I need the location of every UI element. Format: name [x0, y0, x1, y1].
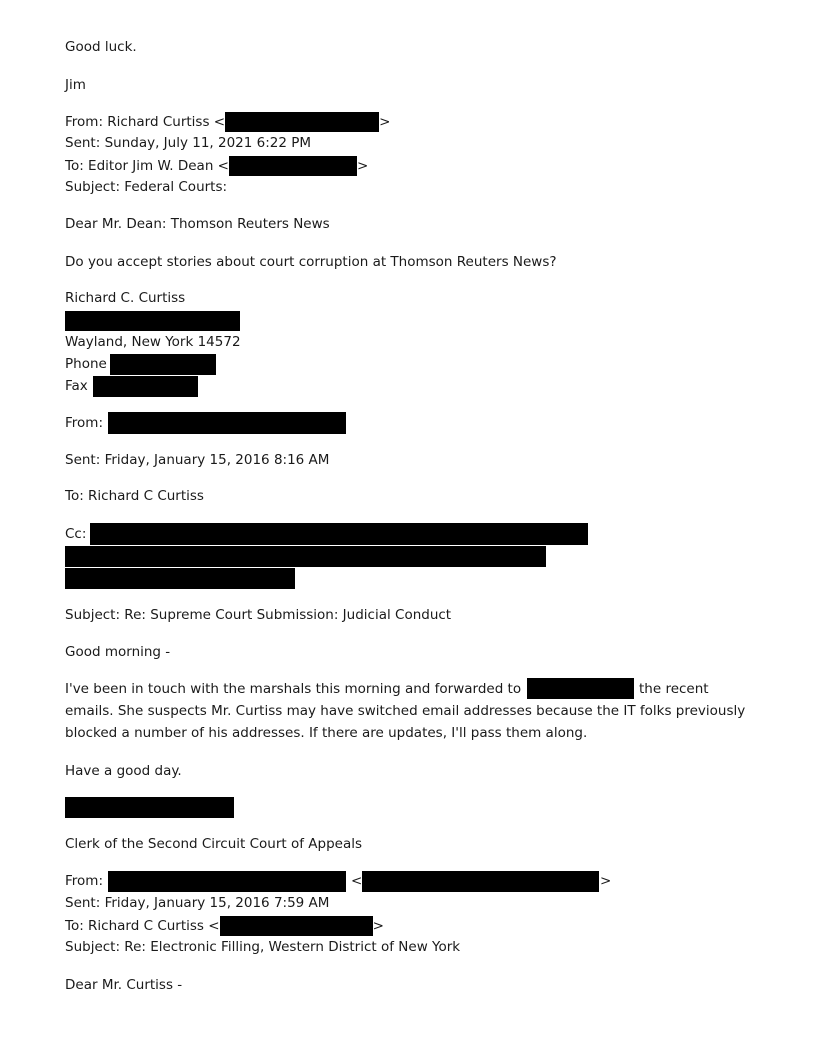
- redaction-block: [65, 568, 295, 589]
- redaction-block: [108, 871, 346, 892]
- email2-to: To: Richard C Curtiss: [65, 488, 204, 504]
- email1-to: [65, 156, 368, 174]
- email3-from: [65, 872, 103, 890]
- email1-sig-name: Richard C. Curtiss: [65, 290, 186, 306]
- email1-body: Do you accept stories about court corruption at Thomson Reuters News?: [65, 254, 557, 270]
- email2-body-line2: emails. She suspects Mr. Curtiss may have switched email addresses because the IT folks previously: [65, 703, 746, 719]
- email1-greeting: Dear Mr. Dean: Thomson Reuters News: [65, 216, 330, 232]
- email3-greeting: Dear Mr. Curtiss -: [65, 977, 183, 993]
- email1-from: [65, 112, 390, 130]
- redaction-block: [108, 412, 346, 434]
- email1-from-label: From: Richard Curtiss <: [65, 114, 226, 130]
- email3-sent: Sent: Friday, January 15, 2016 7:59 AM: [65, 895, 330, 911]
- email2-cc-label: Cc:: [65, 526, 87, 542]
- email2-cc: [65, 525, 86, 543]
- email2-from: [65, 414, 103, 432]
- email2-sent: Sent: Friday, January 15, 2016 8:16 AM: [65, 452, 330, 468]
- email3-from-gt: >: [600, 873, 612, 889]
- email3-from-lt: <: [351, 873, 363, 889]
- redaction-block: [65, 546, 546, 567]
- email3-from-label: From:: [65, 873, 103, 889]
- body-line1-a: I've been in touch with the marshals this morning and forwarded to: [65, 681, 522, 697]
- body-line1-b: the recent: [639, 681, 709, 697]
- redaction-block: [65, 797, 234, 818]
- email1-phone: [65, 355, 107, 373]
- redaction-block: [90, 523, 588, 545]
- email2-title: Clerk of the Second Circuit Court of Appeals: [65, 836, 363, 852]
- email3-to-label: To: Richard C Curtiss <: [65, 918, 220, 934]
- email1-to-label: To: Editor Jim W. Dean <: [65, 158, 229, 174]
- fax-label: Fax: [65, 378, 88, 394]
- email2-closing: Have a good day.: [65, 763, 182, 779]
- redaction-block: [225, 112, 379, 132]
- email1-sent: Sent: Sunday, July 11, 2021 6:22 PM: [65, 135, 312, 151]
- redaction-block: [362, 871, 599, 892]
- email3-to: [65, 916, 384, 934]
- phone-label: Phone: [65, 356, 107, 372]
- redaction-block: [527, 678, 634, 699]
- redaction-block: [65, 311, 240, 331]
- email3-to-gt: >: [372, 918, 384, 934]
- redaction-block: [110, 354, 216, 375]
- redaction-block: [229, 156, 357, 176]
- email2-greeting: Good morning -: [65, 644, 171, 660]
- email2-from-label: From:: [65, 415, 103, 431]
- email2-body-line3: blocked a number of his addresses. If there are updates, I'll pass them along.: [65, 725, 588, 741]
- redaction-block: [220, 916, 373, 936]
- email3-subject: Subject: Re: Electronic Filling, Western District of New York: [65, 939, 461, 955]
- email1-sig-city: Wayland, New York 14572: [65, 334, 241, 350]
- email2-body-line1: [65, 680, 521, 698]
- redaction-block: [93, 376, 198, 397]
- email2-subject: Subject: Re: Supreme Court Submission: Judicial Conduct: [65, 607, 452, 623]
- email1-to-gt: >: [356, 158, 369, 174]
- email1-from-gt: >: [379, 114, 391, 130]
- closing-text: Good luck.: [65, 39, 137, 55]
- signature-name: Jim: [65, 77, 86, 93]
- email1-fax: [65, 377, 88, 395]
- email1-subject: Subject: Federal Courts:: [65, 179, 228, 195]
